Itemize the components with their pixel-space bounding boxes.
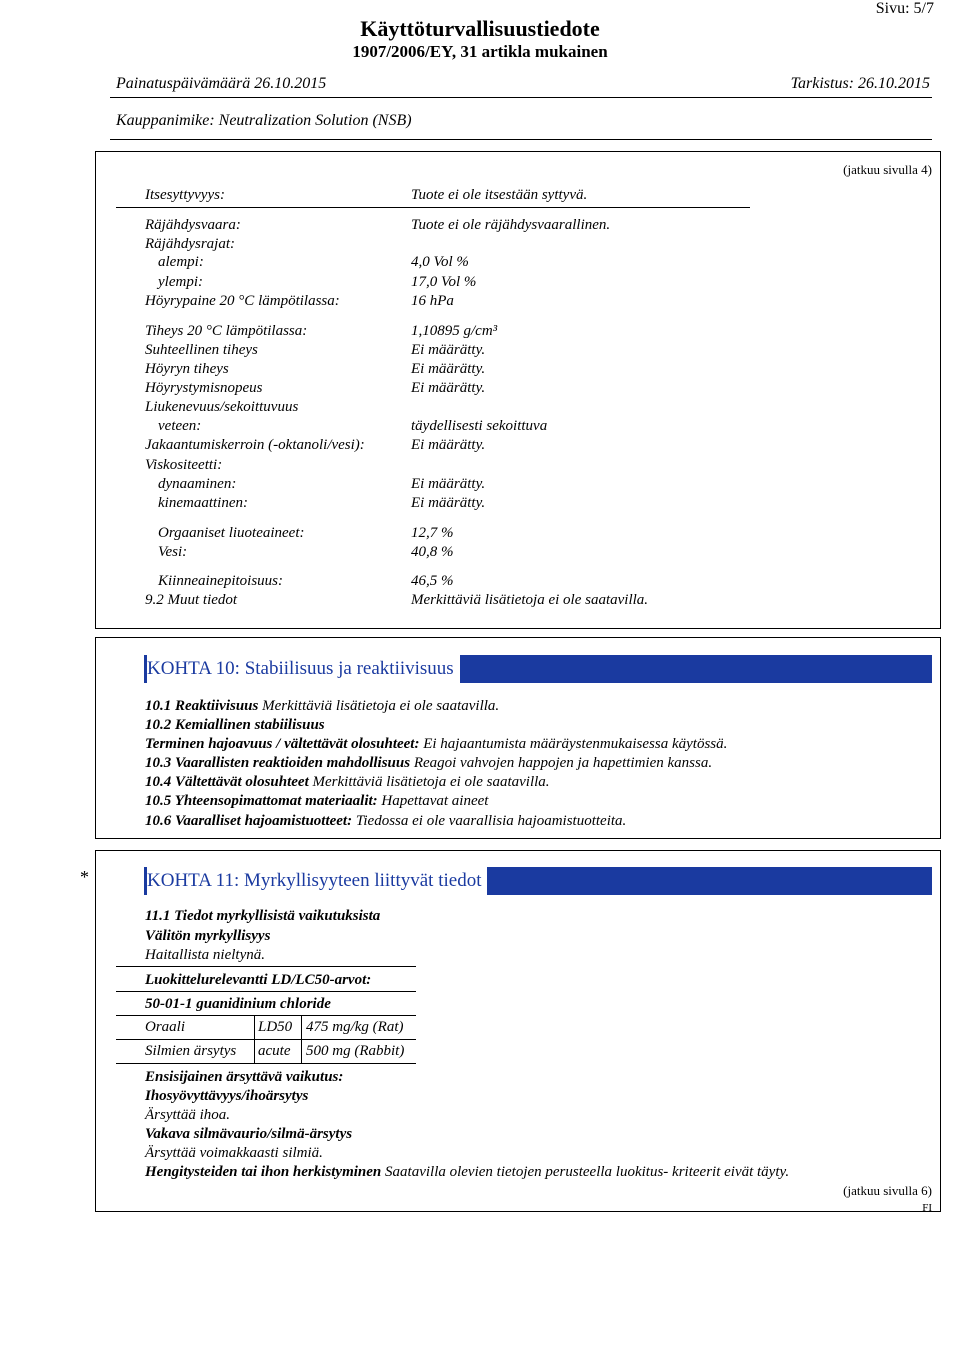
veteen-value: täydellisesti sekoittuva (411, 418, 548, 434)
tiheys-value: 1,10895 g/cm³ (411, 323, 498, 339)
revision-date: Tarkistus: 26.10.2015 (790, 75, 930, 92)
s10-line-7: 10.6 Vaaralliset hajoamistuotteet: Tiedossa ei ole vaarallisia hajoamistuotteita. (145, 813, 627, 829)
itsesyttyvyys-label: Itsesyttyvyys: (145, 187, 225, 203)
tox-type-0: LD50 (258, 1019, 293, 1035)
tox-row-line (116, 1039, 416, 1040)
s10-line-4: 10.3 Vaarallisten reaktioiden mahdollisuus Reagoi vahvojen happojen ja hapettimien kanssa. (145, 755, 713, 771)
ylempi-label: ylempi: (158, 274, 203, 290)
hoyryn-tiheys-value: Ei määrätty. (411, 361, 486, 377)
s10-line-1: 10.1 Reaktiivisuus Merkittäviä lisätietoja ei ole saatavilla. (145, 698, 500, 714)
silma-text: Ärsyttää voimakkaasti silmiä. (145, 1145, 323, 1161)
tox-route-1: Silmien ärsytys (145, 1043, 237, 1059)
ylempi-value: 17,0 Vol % (411, 274, 477, 290)
tox-route-0: Oraali (145, 1019, 186, 1035)
tox-value-0: 475 mg/kg (Rat) (306, 1019, 404, 1035)
header-rule (110, 97, 932, 98)
suhteellinen-tiheys-value: Ei määrätty. (411, 342, 486, 358)
tiheys-label: Tiheys 20 °C lämpötilassa: (145, 323, 308, 339)
kinemaattinen-label: kinemaattinen: (158, 495, 248, 511)
continued-to: (jatkuu sivulla 6) (843, 1183, 932, 1198)
section11-title: KOHTA 11: Myrkyllisyyteen liittyvät tiedot (147, 867, 487, 895)
muut-tiedot-label: 9.2 Muut tiedot (145, 592, 238, 608)
continued-from: (jatkuu sivulla 4) (843, 162, 932, 177)
tox-value-1: 500 mg (Rabbit) (306, 1043, 405, 1059)
page-number: Sivu: 5/7 (875, 0, 934, 17)
revision-marker: * (80, 867, 89, 887)
dynaaminen-value: Ei määrätty. (411, 476, 486, 492)
s10-line-6: 10.5 Yhteensopimattomat materiaalit: Hapettavat aineet (145, 793, 489, 809)
s10-line-5: 10.4 Vältettävät olosuhteet Merkittäviä lisätietoja ei ole saatavilla. (145, 774, 550, 790)
section11-heading (144, 867, 932, 895)
header-rule-2 (110, 139, 932, 140)
ensisijainen-heading: Ensisijainen ärsyttävä vaikutus: (145, 1069, 344, 1085)
hoyrystymisnopeus-value: Ei määrätty. (411, 380, 486, 396)
jakaantumiskerroin-value: Ei määrätty. (411, 437, 486, 453)
muut-tiedot-value: Merkittäviä lisätietoja ei ole saatavilla. (411, 592, 649, 608)
orgaaniset-value: 12,7 % (411, 525, 454, 541)
hoyrypaine-value: 16 hPa (411, 293, 454, 309)
kiinneaine-label: Kiinneainepitoisuus: (158, 573, 283, 589)
liukenevuus-label: Liukenevuus/sekoittuvuus (145, 399, 299, 415)
ld-rule-top (116, 966, 416, 967)
alempi-value: 4,0 Vol % (411, 254, 469, 270)
print-date: Painatuspäivämäärä 26.10.2015 (116, 75, 327, 92)
trade-name: Kauppanimike: Neutralization Solution (NSB) (116, 112, 412, 129)
suhteellinen-tiheys-label: Suhteellinen tiheys (145, 342, 258, 358)
s11-valiton: Välitön myrkyllisyys (145, 928, 271, 944)
kinemaattinen-value: Ei määrätty. (411, 495, 486, 511)
language-code: FI (922, 1202, 932, 1214)
orgaaniset-label: Orgaaniset liuoteaineet: (158, 525, 305, 541)
props-rule (116, 207, 750, 208)
ld-rule-sub (116, 1015, 416, 1016)
s11-heading-11-1: 11.1 Tiedot myrkyllisistä vaikutuksista (145, 908, 381, 924)
veteen-label: veteen: (158, 418, 202, 434)
rajahdysrajat-label: Räjähdysrajat: (145, 236, 235, 252)
tox-type-1: acute (258, 1043, 291, 1059)
iho-text: Ärsyttää ihoa. (145, 1107, 230, 1123)
s11-haitallista: Haitallista nieltynä. (145, 947, 265, 963)
substance-name: 50-01-1 guanidinium chloride (145, 996, 331, 1012)
alempi-label: alempi: (158, 254, 204, 270)
iho-heading: Ihosyövyttävyys/ihoärsytys (145, 1088, 309, 1104)
silma-heading: Vakava silmävaurio/silmä-ärsytys (145, 1126, 353, 1142)
section10-heading (144, 655, 932, 683)
kiinneaine-value: 46,5 % (411, 573, 454, 589)
rajahdysvaara-value: Tuote ei ole räjähdysvaarallinen. (411, 217, 611, 233)
s10-line-3: Terminen hajoavuus / vältettävät olosuhteet: Ei hajaantumista määräystenmukaisessa käytössä. (145, 736, 728, 752)
jakaantumiskerroin-label: Jakaantumiskerroin (-oktanoli/vesi): (145, 437, 365, 453)
doc-title: Käyttöturvallisuustiedote (360, 16, 600, 41)
s10-line-2: 10.2 Kemiallinen stabiilisuus (145, 717, 325, 733)
vesi-value: 40,8 % (411, 544, 454, 560)
ld-rule-mid (116, 991, 416, 992)
dynaaminen-label: dynaaminen: (158, 476, 237, 492)
doc-subtitle: 1907/2006/EY, 31 artikla mukainen (352, 42, 608, 61)
hoyryn-tiheys-label: Höyryn tiheys (145, 361, 229, 377)
hengitys-line: Hengitysteiden tai ihon herkistyminen Saatavilla olevien tietojen perusteella luokitus- kriteerit eivät täyty. (145, 1164, 790, 1180)
hoyrypaine-label: Höyrypaine 20 °C lämpötilassa: (145, 293, 340, 309)
vesi-label: Vesi: (158, 544, 188, 560)
itsesyttyvyys-value: Tuote ei ole itsestään syttyvä. (411, 187, 588, 203)
tox-bottom-line (116, 1063, 416, 1064)
viskositeetti-label: Viskositeetti: (145, 457, 223, 473)
hoyrystymisnopeus-label: Höyrystymisnopeus (145, 380, 263, 396)
section10-title: KOHTA 10: Stabiilisuus ja reaktiivisuus (147, 655, 460, 683)
ld-heading: Luokittelurelevantti LD/LC50-arvot: (145, 972, 372, 988)
rajahdysvaara-label: Räjähdysvaara: (145, 217, 241, 233)
